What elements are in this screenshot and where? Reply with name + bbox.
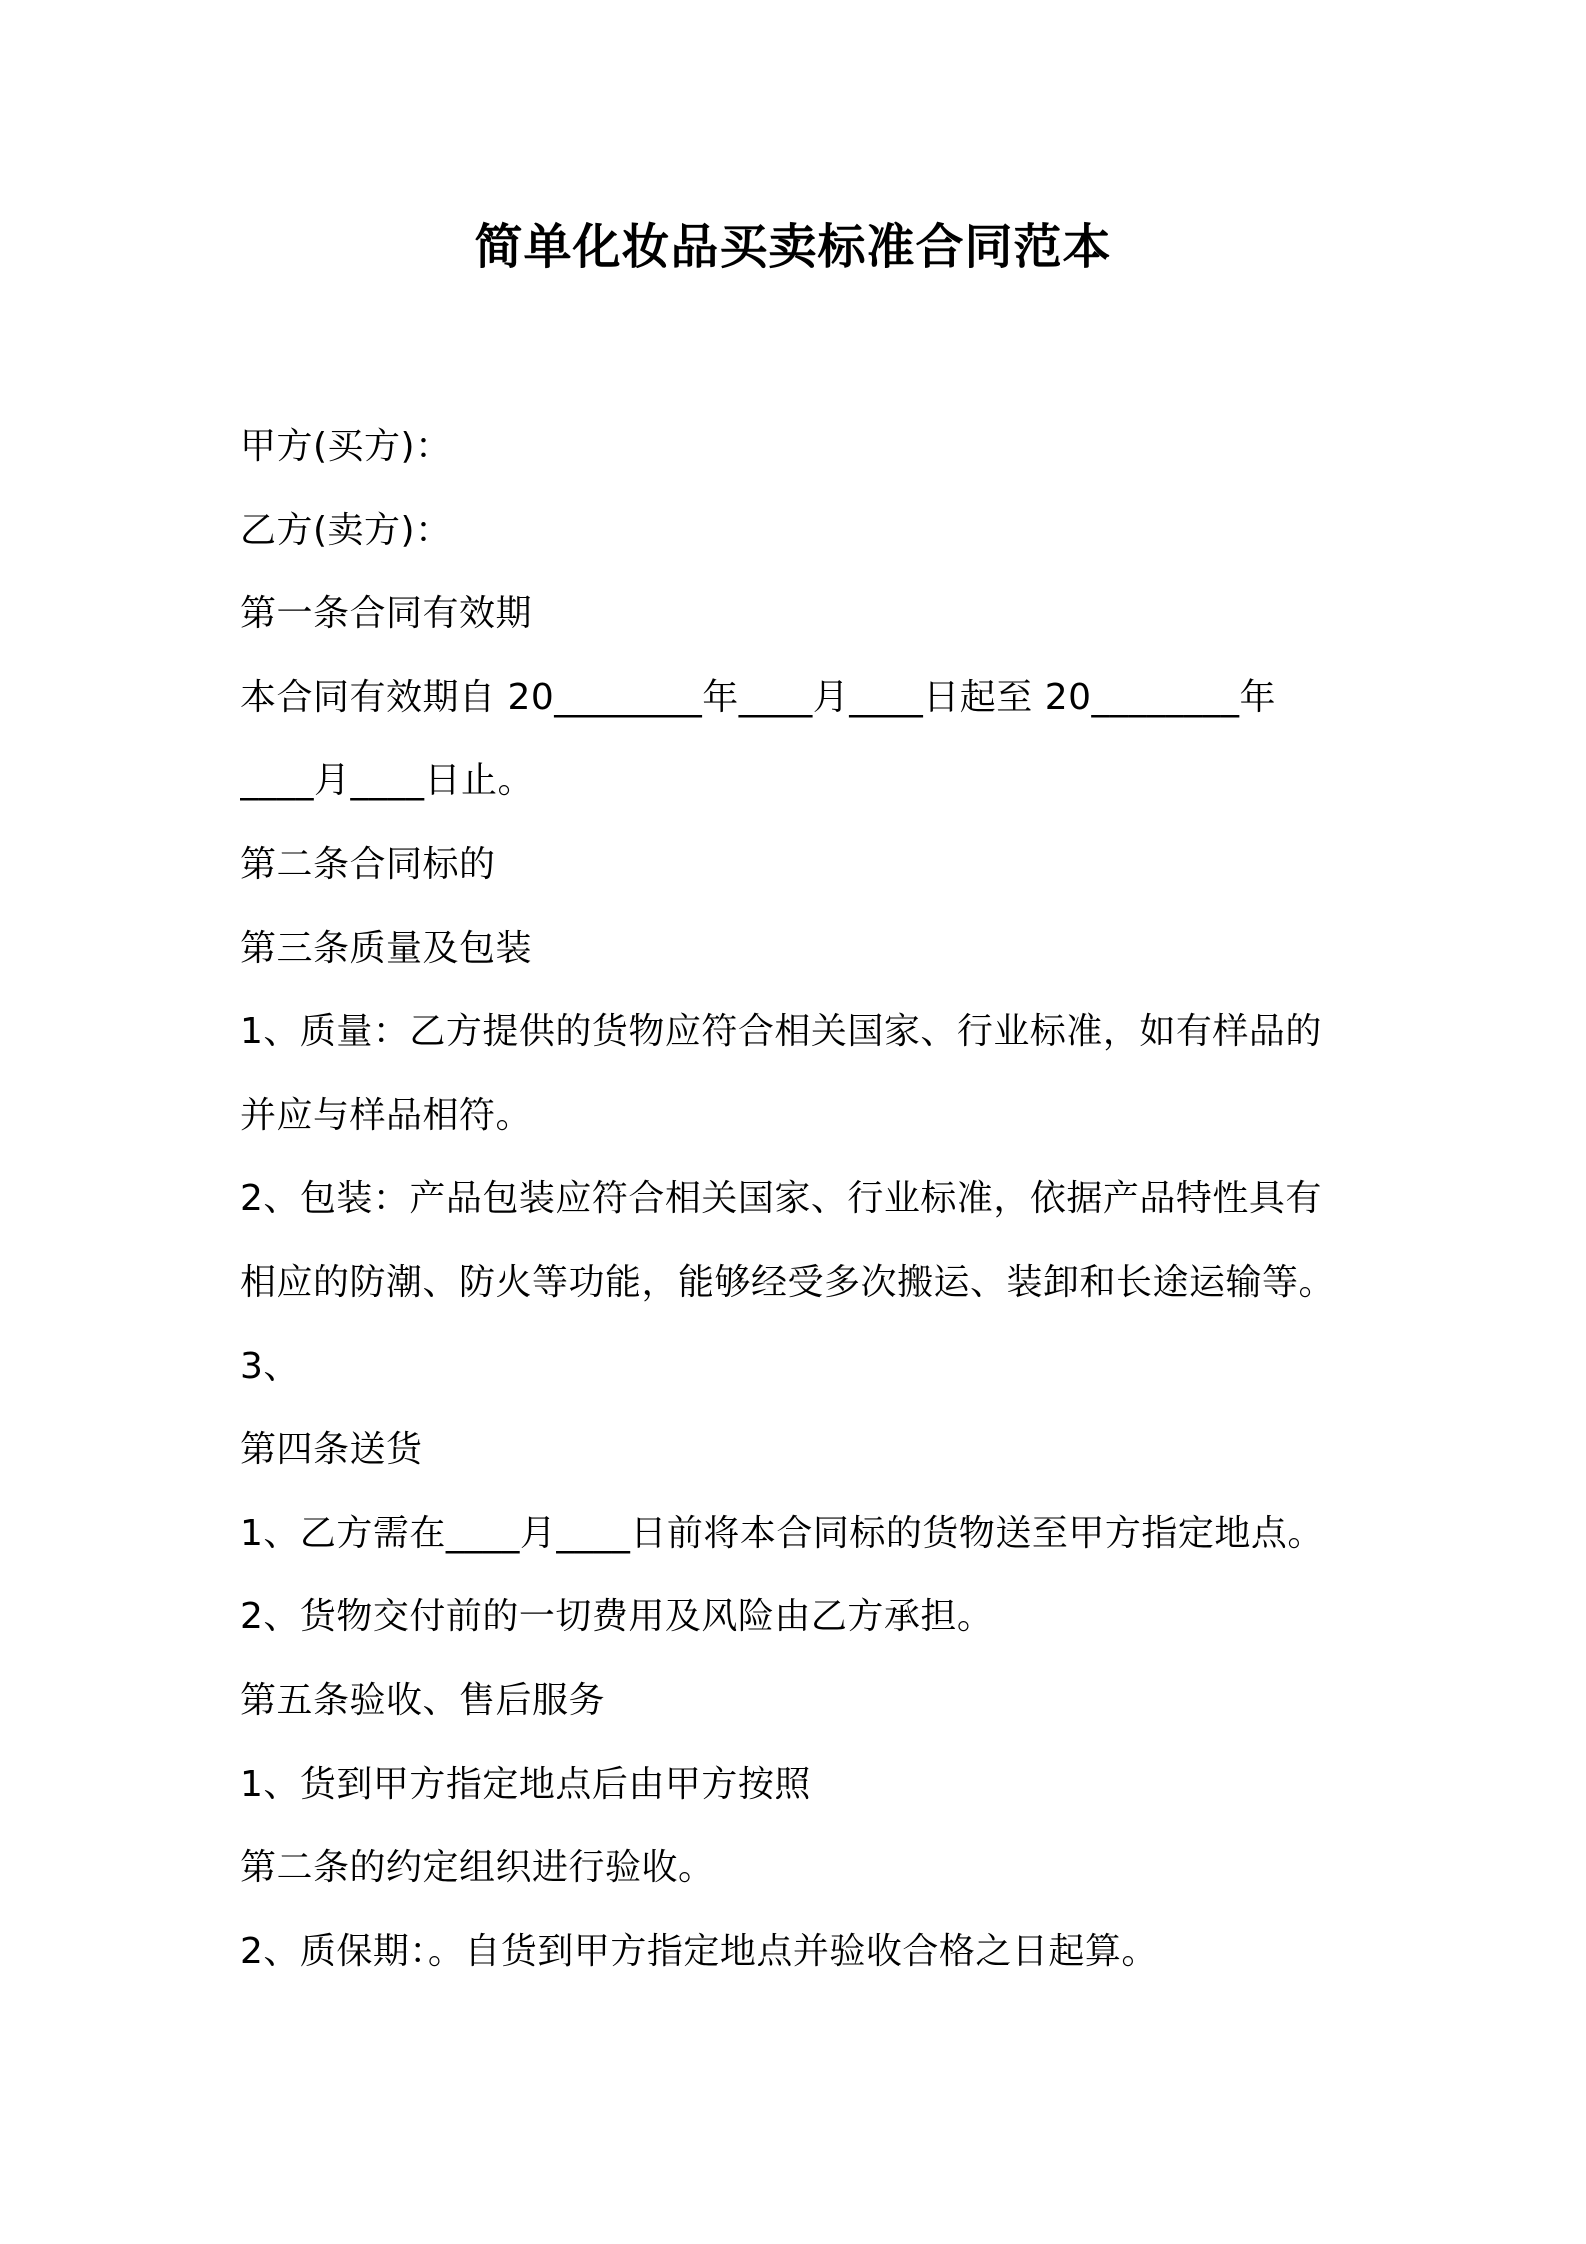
document-title: 简单化妆品买卖标准合同范本 bbox=[474, 219, 1112, 275]
party-a-line: 甲方(买方)： bbox=[240, 426, 452, 467]
quality-clause-line-2: 并应与样品相符。 bbox=[240, 1094, 533, 1136]
quality-clause-line-1: 1、质量：乙方提供的货物应符合相关国家、行业标准，如有样品的 bbox=[240, 1011, 1322, 1053]
article-3-heading: 第三条质量及包装 bbox=[240, 927, 533, 969]
validity-line-1: 本合同有效期自 20________年____月____日起至 20________年 bbox=[240, 676, 1277, 718]
delivery-clause-2: 2、货物交付前的一切费用及风险由乙方承担。 bbox=[240, 1596, 994, 1638]
packaging-clause-line-2: 相应的防潮、防火等功能，能够经受多次搬运、装卸和长途运输等。 bbox=[240, 1261, 1336, 1303]
validity-line-2: ____月____日止。 bbox=[240, 760, 535, 802]
article-2-heading: 第二条合同标的 bbox=[240, 843, 496, 885]
acceptance-clause-line-1: 1、货到甲方指定地点后由甲方按照 bbox=[240, 1763, 811, 1805]
packaging-clause-line-1: 2、包装：产品包装应符合相关国家、行业标准，依据产品特性具有 bbox=[240, 1178, 1322, 1220]
warranty-clause: 2、质保期：。自货到甲方指定地点并验收合格之日起算。 bbox=[240, 1930, 1158, 1972]
acceptance-clause-line-2: 第二条的约定组织进行验收。 bbox=[240, 1847, 715, 1889]
article-4-heading: 第四条送货 bbox=[240, 1429, 423, 1471]
clause-3-item: 3、 bbox=[240, 1345, 300, 1387]
party-b-line: 乙方(卖方)： bbox=[240, 509, 452, 551]
article-5-heading: 第五条验收、售后服务 bbox=[240, 1679, 606, 1721]
delivery-clause-1: 1、乙方需在____月____日前将本合同标的货物送至甲方指定地点。 bbox=[240, 1512, 1324, 1554]
article-1-heading: 第一条合同有效期 bbox=[240, 593, 533, 635]
document-body bbox=[240, 405, 1360, 1993]
